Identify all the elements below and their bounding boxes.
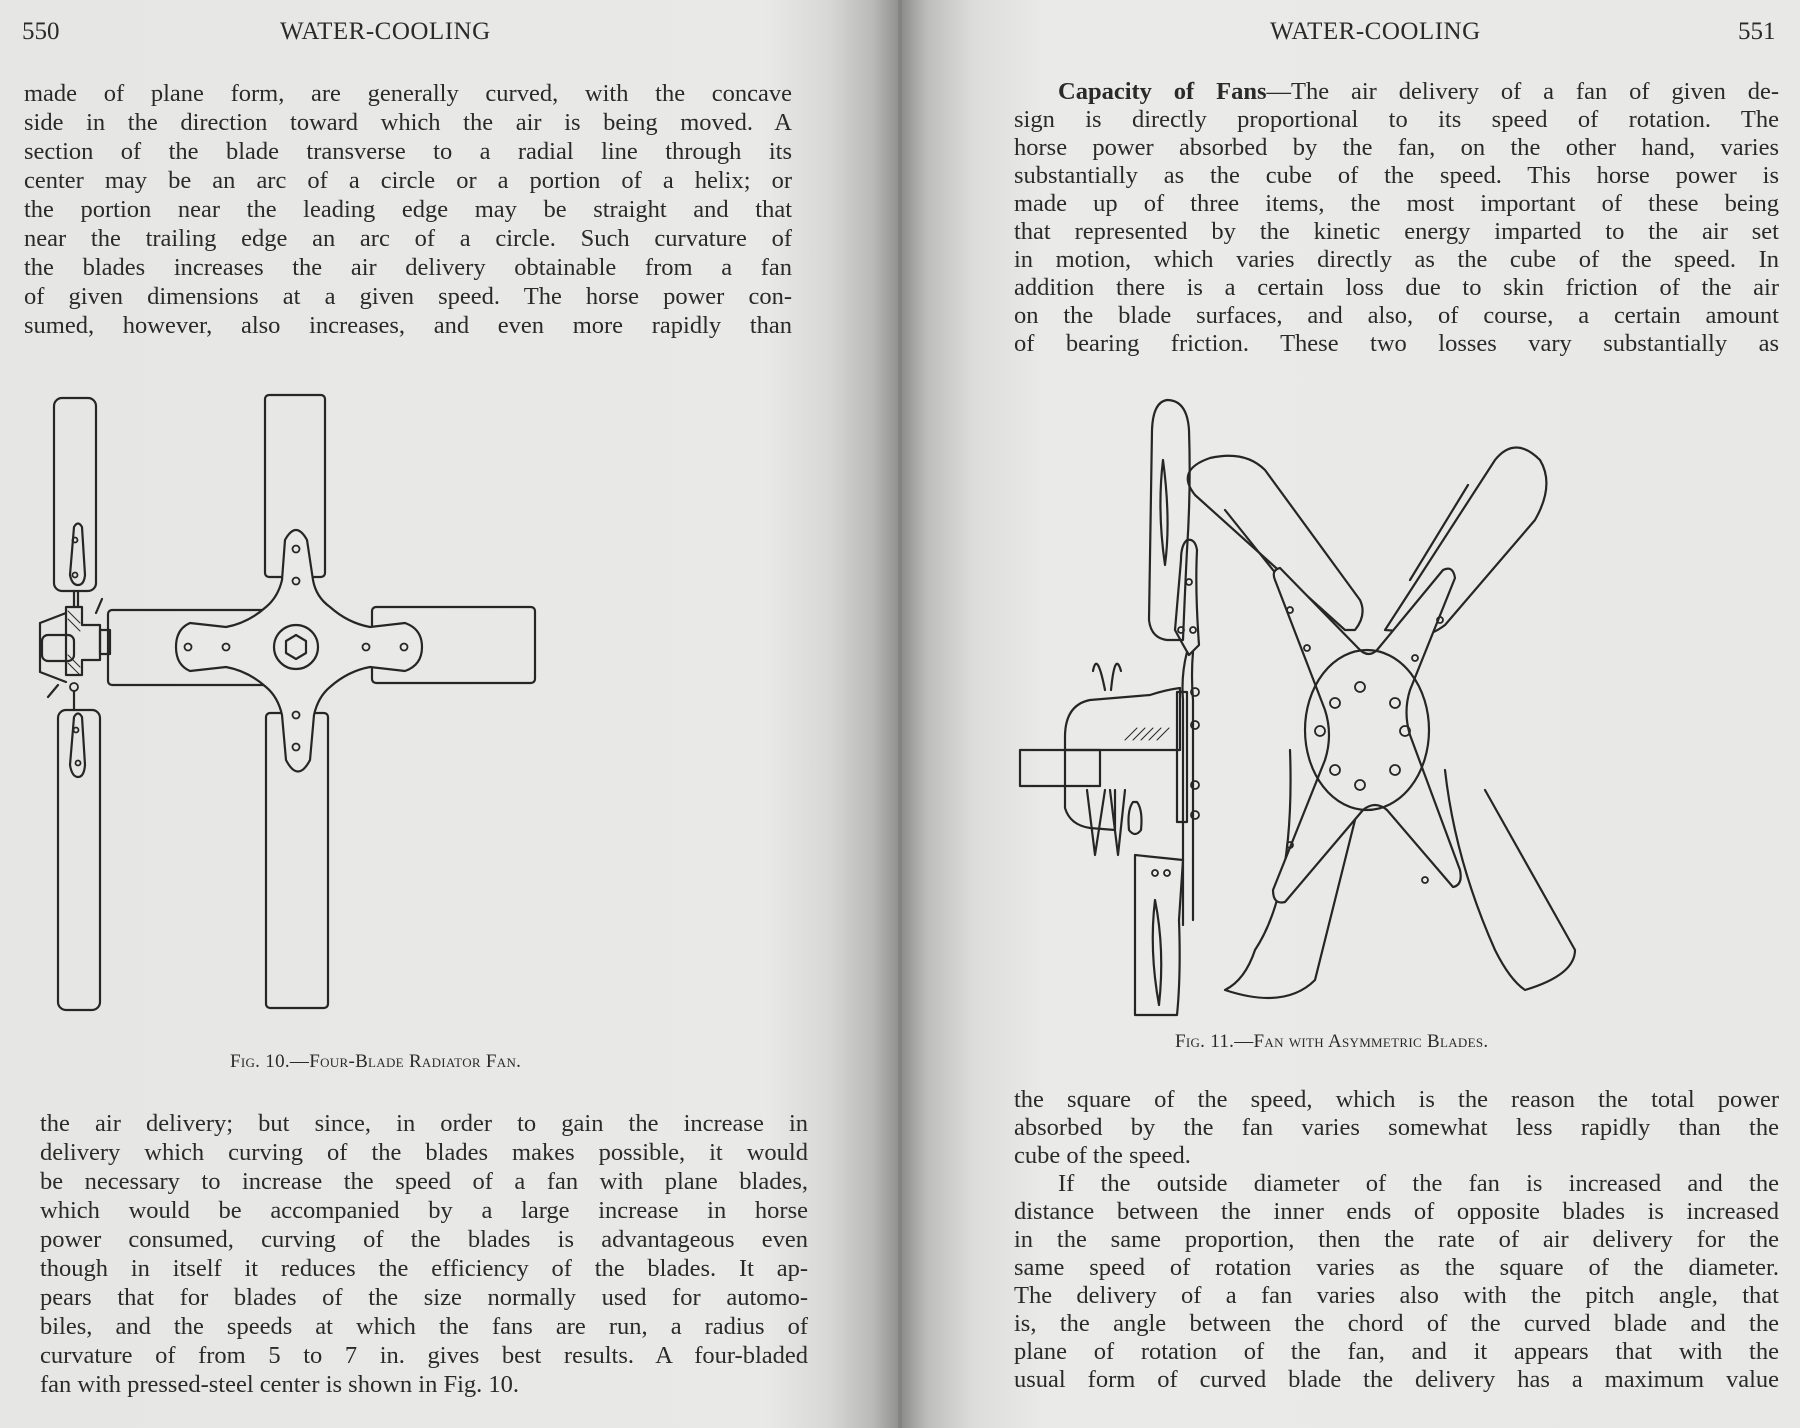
- text-line: absorbed by the fan varies somewhat less rapidly than the: [1014, 1114, 1779, 1141]
- text-line: sign is directly proportional to its speed of rotation. The: [1014, 106, 1779, 133]
- text-line: on the blade surfaces, and also, of course, a certain amount: [1014, 302, 1779, 329]
- text-line: substantially as the cube of the speed. This horse power is: [1014, 162, 1779, 189]
- text-line: If the outside diameter of the fan is increased and the: [1058, 1170, 1779, 1197]
- book-spine: [898, 0, 902, 1428]
- text-line: delivery which curving of the blades makes possible, it would: [40, 1139, 808, 1166]
- text-run: —The air delivery of a fan of given de-: [1266, 78, 1779, 105]
- text-line: made up of three items, the most important of these being: [1014, 190, 1779, 217]
- fan-side-view: [1020, 400, 1199, 1015]
- figure-caption: Fig. 10.—Four-Blade Radiator Fan.: [230, 1051, 522, 1072]
- text-line: section of the blade transverse to a radial line through its: [24, 138, 792, 165]
- text-line: the blades increases the air delivery obtainable from a fan: [24, 254, 792, 281]
- fan-front-view: [108, 395, 535, 1008]
- text-line: though in itself it reduces the efficiency of the blades. It ap-: [40, 1255, 808, 1282]
- text-line: be necessary to increase the speed of a fan with plane blades,: [40, 1168, 808, 1195]
- figure-10-four-blade-fan: [30, 385, 800, 1035]
- text-line: sumed, however, also increases, and even more rapidly than: [24, 312, 792, 339]
- text-line: biles, and the speeds at which the fans are run, a radius of: [40, 1313, 808, 1340]
- text-line: pears that for blades of the size normally used for automo-: [40, 1284, 808, 1311]
- text-line: power consumed, curving of the blades is advantageous even: [40, 1226, 808, 1253]
- text-line: usual form of curved blade the delivery has a maximum value: [1014, 1366, 1779, 1393]
- text-line: distance between the inner ends of opposite blades is increased: [1014, 1198, 1779, 1225]
- figure-caption: Fig. 11.—Fan with Asymmetric Blades.: [1175, 1031, 1489, 1052]
- text-line: in the same proportion, then the rate of air delivery for the: [1014, 1226, 1779, 1253]
- text-line: near the trailing edge an arc of a circle. Such curvature of: [24, 225, 792, 252]
- text-line: cube of the speed.: [1014, 1142, 1191, 1169]
- figure-11-asymmetric-fan: [1015, 390, 1790, 1030]
- text-line: of given dimensions at a given speed. The horse power con-: [24, 283, 792, 310]
- fan-side-view: [40, 398, 110, 1010]
- text-line: addition there is a certain loss due to skin friction of the air: [1014, 274, 1779, 301]
- text-line: that represented by the kinetic energy imparted to the air set: [1014, 218, 1779, 245]
- text-line: the square of the speed, which is the reason the total power: [1014, 1086, 1779, 1113]
- section-heading: Capacity of Fans: [1058, 78, 1267, 105]
- text-line: center may be an arc of a circle or a portion of a helix; or: [24, 167, 792, 194]
- text-line: which would be accompanied by a large increase in horse: [40, 1197, 808, 1224]
- text-line: the air delivery; but since, in order to gain the increase in: [40, 1110, 808, 1137]
- text-line: made of plane form, are generally curved, with the concave: [24, 80, 792, 107]
- fan-front-view: [1188, 448, 1575, 999]
- text-line: horse power absorbed by the fan, on the other hand, varies: [1014, 134, 1779, 161]
- text-line: the portion near the leading edge may be straight and that: [24, 196, 792, 223]
- text-line: is, the angle between the chord of the curved blade and the: [1014, 1310, 1779, 1337]
- text-line: side in the direction toward which the air is being moved. A: [24, 109, 792, 136]
- text-line: plane of rotation of the fan, and it appears that with the: [1014, 1338, 1779, 1365]
- text-line: fan with pressed-steel center is shown in Fig. 10.: [40, 1371, 520, 1398]
- section-first-line: [1014, 78, 1779, 106]
- text-line: of bearing friction. These two losses vary substantially as: [1014, 330, 1779, 357]
- running-head: WATER-COOLING: [1270, 18, 1481, 45]
- page-number: 550: [22, 18, 60, 45]
- page-number: 551: [1738, 18, 1776, 45]
- text-line: in motion, which varies directly as the cube of the speed. In: [1014, 246, 1779, 273]
- text-line: curvature of from 5 to 7 in. gives best results. A four-bladed: [40, 1342, 808, 1369]
- running-head: WATER-COOLING: [280, 18, 491, 45]
- text-line: same speed of rotation varies as the square of the diameter.: [1014, 1254, 1779, 1281]
- text-line: The delivery of a fan varies also with the pitch angle, that: [1014, 1282, 1779, 1309]
